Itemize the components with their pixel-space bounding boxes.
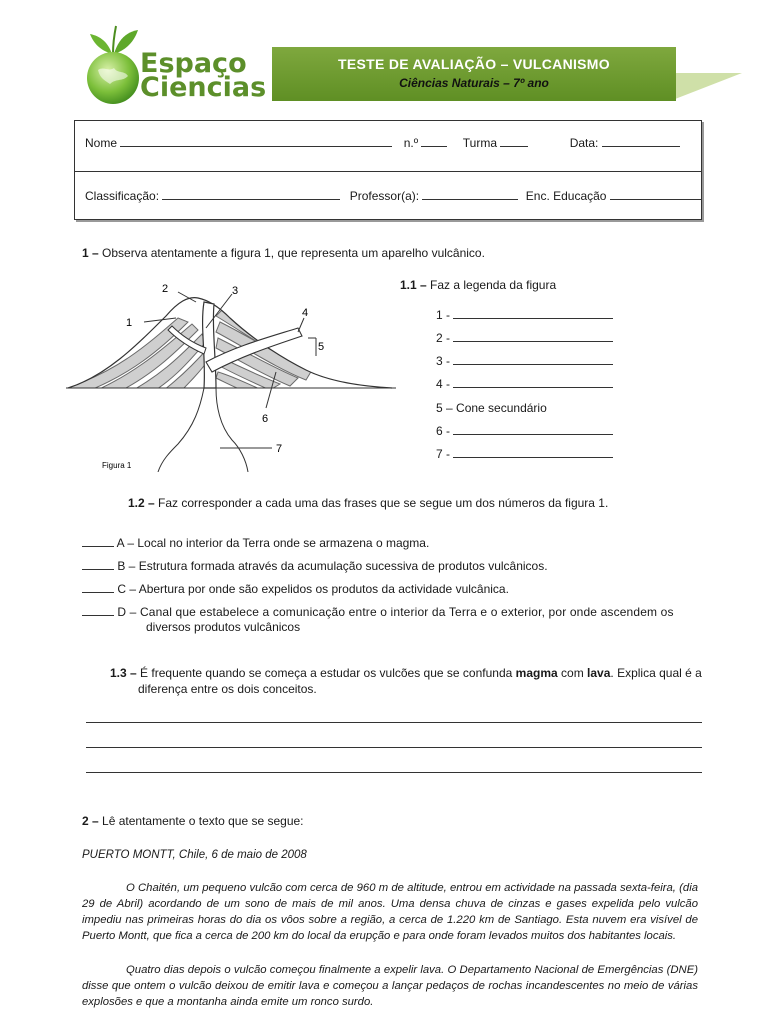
legend-num: 6 - — [436, 424, 451, 438]
data-label: Data: — [569, 136, 599, 150]
legend-line-2 — [436, 331, 613, 345]
numero-field[interactable] — [421, 136, 447, 147]
test-subtitle: Ciências Naturais – 7º ano — [399, 76, 549, 90]
q13-keyword-magma: magma — [515, 666, 558, 680]
figure-label-1: 1 — [126, 317, 133, 329]
match-c-field[interactable] — [82, 582, 114, 593]
banner-tip — [670, 73, 742, 101]
news-paragraph-2: Quatro dias depois o vulcão começou finalmente a expelir lava. O Departamento Nacional de Emergências (DNE) disse que ontem o vulcão deixou de emitir lava e começou a lançar pedaços de rochas incandescentes no meio de várias explosões e que a montanha ainda emite um ronco surdo. — [82, 964, 698, 1008]
news-dateline: PUERTO MONTT, Chile, 6 de maio de 2008 — [82, 849, 307, 861]
q12-text: Faz corresponder a cada uma das frases que se segue um dos números da figura 1. — [158, 496, 609, 510]
legend-answer-field[interactable] — [453, 447, 613, 458]
question-1-3 — [110, 666, 702, 681]
classificacao-label: Classificação: — [85, 189, 160, 203]
legend-num: 2 - — [436, 331, 451, 345]
figure-label-2: 2 — [162, 283, 169, 295]
figure-label-5: 5 — [318, 341, 325, 353]
q1-prompt: Observa atentamente a figura 1, que representa um aparelho vulcânico. — [102, 246, 485, 260]
q1-number: 1 – — [82, 246, 99, 260]
legend-num: 7 - — [436, 447, 451, 461]
match-b-text: B – Estrutura formada através da acumulação sucessiva de produtos vulcânicos. — [117, 559, 548, 573]
legend-num: 3 - — [436, 354, 451, 368]
question-1-1 — [400, 278, 556, 293]
legend-num: 4 - — [436, 377, 451, 391]
answer-line-1[interactable] — [86, 722, 702, 723]
legend-num: 1 - — [436, 308, 451, 322]
main-chimney — [203, 302, 216, 388]
logo-line-2: Ciencias — [140, 72, 267, 103]
info-divider — [75, 171, 701, 172]
question-1 — [82, 246, 485, 261]
professor-label: Professor(a): — [349, 189, 420, 203]
q13-text-line-2: diferença entre os dois conceitos. — [138, 682, 317, 696]
match-d-text: D – Canal que estabelece a comunicação entre o interior da Terra e o exterior, por onde ascendem os — [117, 605, 674, 619]
nome-label: Nome — [85, 136, 118, 150]
match-a-text: A – Local no interior da Terra onde se armazena o magma. — [116, 536, 430, 550]
q12-number: 1.2 – — [128, 496, 155, 510]
title-banner — [272, 47, 742, 101]
legend-answer-field[interactable] — [453, 308, 613, 319]
legend-line-3 — [436, 354, 613, 368]
legend-answer-field[interactable] — [453, 377, 613, 388]
match-c — [82, 582, 509, 597]
magma-conduit — [158, 388, 248, 472]
turma-field[interactable] — [500, 136, 528, 147]
match-d-field[interactable] — [82, 605, 114, 616]
professor-field[interactable] — [422, 189, 518, 200]
match-d — [82, 605, 674, 620]
legend-line-6 — [436, 424, 613, 438]
q13-keyword-lava: lava — [587, 666, 611, 680]
match-c-text: C – Abertura por onde são expelidos os produtos da actividade vulcânica. — [117, 582, 509, 596]
match-b-field[interactable] — [82, 559, 114, 570]
news-paragraph-1: O Chaitén, um pequeno vulcão com cerca de 960 m de altitude, entrou em actividade na passada sexta-feira, (dia 29 de Abril) acordando de um sono de mais de mil anos. Uma densa chuva de cinzas e gases expelida pelo vulcão impediu nas primeiras horas do dia os vôos sobre a região, a cerca de 1.220 km de Santiago. Esta nuvem era visível de Puerto Montt, que fica a cerca de 200 km do local da erupção e para onde foram levados muitos dos habitantes locais. — [82, 882, 698, 942]
q2-number: 2 – — [82, 814, 99, 828]
nome-field[interactable] — [120, 136, 392, 147]
match-d-continued: diversos produtos vulcânicos — [146, 620, 301, 634]
student-info-box — [74, 120, 702, 220]
answer-line-2[interactable] — [86, 747, 702, 748]
legend-line-4 — [436, 377, 613, 391]
legend-answer-field[interactable] — [453, 424, 613, 435]
figure-caption: Figura 1 — [102, 461, 132, 470]
q11-number: 1.1 – — [400, 278, 427, 292]
test-title: TESTE DE AVALIAÇÃO – VULCANISMO — [338, 56, 610, 72]
figure-label-6: 6 — [262, 413, 269, 425]
legend-answer-field[interactable] — [453, 354, 613, 365]
match-a — [82, 536, 429, 551]
legend-num: 5 – — [436, 401, 453, 415]
legend-line-1 — [436, 308, 613, 322]
q13-text-c: . Explica qual é a — [610, 666, 702, 680]
data-field[interactable] — [602, 136, 680, 147]
volcano-figure — [66, 276, 396, 472]
legend-answer-text: Cone secundário — [456, 401, 547, 415]
figure-label-7: 7 — [276, 443, 283, 455]
volcano-cone — [66, 276, 396, 396]
legend-line-5 — [436, 401, 547, 415]
q11-text: Faz a legenda da figura — [430, 278, 557, 292]
question-1-2 — [128, 496, 608, 511]
logo-text — [140, 48, 267, 103]
logo-line-1: Espaço — [140, 48, 247, 79]
globe-leaf-icon — [78, 18, 148, 106]
info-row-2 — [85, 189, 702, 203]
figure-label-4: 4 — [302, 307, 309, 319]
legend-line-7 — [436, 447, 613, 461]
match-b — [82, 559, 548, 574]
logo — [78, 18, 272, 106]
answer-line-3[interactable] — [86, 772, 702, 773]
legend-answer-field[interactable] — [453, 331, 613, 342]
enc-educacao-field[interactable] — [610, 189, 702, 200]
match-a-field[interactable] — [82, 536, 114, 547]
classificacao-field[interactable] — [162, 189, 340, 200]
info-row-1 — [85, 136, 680, 150]
q13-text-b: com — [561, 666, 584, 680]
q13-text-a: É frequente quando se começa a estudar os vulcões que se confunda — [140, 666, 513, 680]
q13-number: 1.3 – — [110, 666, 137, 680]
turma-label: Turma — [462, 136, 498, 150]
q2-prompt: Lê atentamente o texto que se segue: — [102, 814, 304, 828]
question-2 — [82, 814, 304, 829]
numero-label: n.º — [403, 136, 419, 150]
figure-label-3: 3 — [232, 285, 239, 297]
enc-educacao-label: Enc. Educação — [525, 189, 607, 203]
